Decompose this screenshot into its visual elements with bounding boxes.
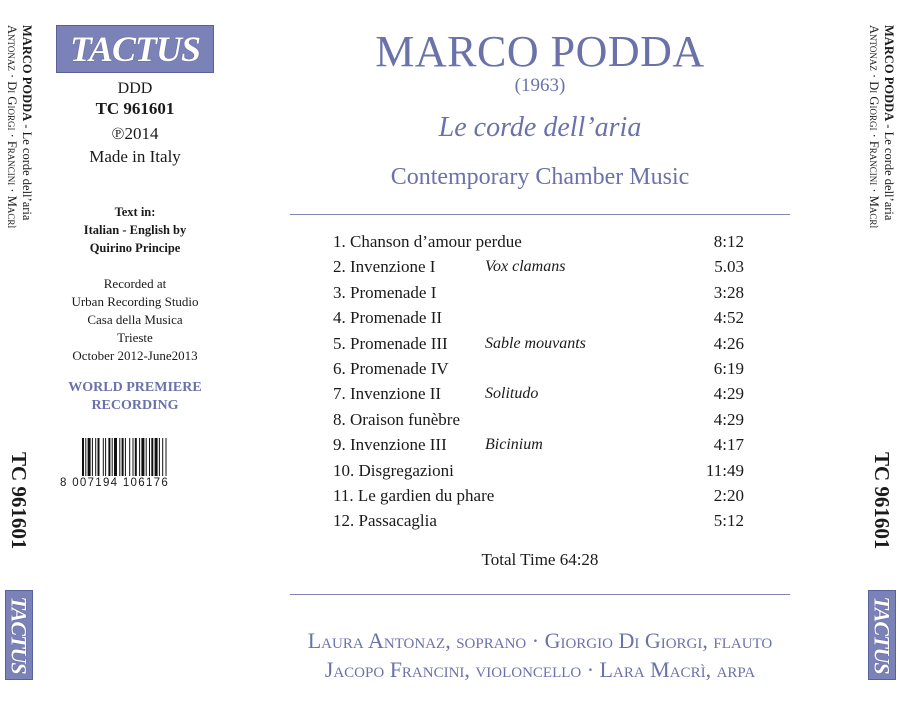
track-row [333,409,753,434]
text-in-info [40,203,230,257]
barcode-bar [125,438,126,476]
recording-line: Trieste [117,330,153,345]
track-duration: 8:12 [713,232,744,251]
phonogram-year: ℗2014 [111,124,159,143]
track-row [333,333,753,358]
barcode-bar [129,438,130,476]
barcode-bar [98,438,100,476]
barcode-number: 8 007194 106176 [60,477,170,489]
barcode-bar [141,438,144,476]
composer-years: (1963) [514,75,566,96]
performers-line-1: Laura Antonaz, soprano · Giorgio Di Giorgi, flauto [307,628,773,653]
track-row [333,256,753,281]
track-subtitle: Bicinium [485,436,543,454]
barcode-bar [103,438,104,476]
album-title: Le corde dell’aria [438,112,642,143]
track-duration: 11:49 [705,460,744,480]
composer-name: MARCO PODDA [375,27,705,76]
spine-composer: MARCO PODDA [20,25,34,122]
barcode-bar [114,438,117,476]
barcode-bar [119,438,120,476]
tactus-logo: TACTUS [56,25,214,73]
track-row [333,434,753,459]
barcode-bar [155,438,158,476]
divider [290,594,790,595]
left-spine-text [4,25,34,228]
track-duration: 5.03 [714,257,744,277]
spine-album: Le corde dell’aria [20,131,34,221]
track-duration: 5:12 [713,511,744,531]
recording-info [40,275,230,365]
track-row [333,510,753,535]
track-duration: 3:28 [713,282,744,302]
spine-album: Le corde dell’aria [882,131,896,221]
track-row [333,383,753,408]
spine-performers: Antonaz · Di Giorgi · Francini · Macrì [5,25,19,229]
track-row [333,282,753,307]
made-in: Made in Italy [89,147,181,166]
spine-separator: - [20,121,34,132]
track-duration: 4:29 [713,409,744,429]
ddd-label: DDD [117,80,153,97]
text-in-line: Text in: [114,205,156,219]
track-subtitle: Sable mouvants [485,334,586,352]
track-duration: 6:19 [713,358,744,378]
tactus-logo-spine: TACTUS [5,590,33,680]
barcode-bar [159,438,160,476]
track-title: 12. Passacaglia [333,511,437,531]
spine-composer: MARCO PODDA [882,25,896,122]
barcode-bar [151,438,153,476]
barcode-bar [95,438,96,476]
track-title: 3. Promenade I [333,282,437,302]
recording-line: Urban Recording Studio [71,294,199,309]
right-spine-text [866,25,896,228]
spine-separator: - [882,121,896,132]
track-row [333,231,753,256]
track-row [333,460,753,485]
barcode-bar [112,438,113,476]
barcode-bar [92,438,93,476]
spine-catalog-number: TC 961601 [870,452,894,550]
track-title: 11. Le gardien du phare [333,485,495,505]
track-duration: 4:52 [713,308,744,328]
tactus-logo-spine: TACTUS [868,590,896,680]
barcode-bar [133,438,134,476]
barcode-bar [135,438,137,476]
barcode-bar [166,438,167,476]
world-premiere-label: WORLD PREMIERE RECORDING [68,380,202,413]
spine-performers: Antonaz · Di Giorgi · Francini · Macrì [867,25,881,229]
album-subtitle: Contemporary Chamber Music [390,164,690,190]
performers-line-2: Jacopo Francini, violoncello · Lara Macrì, arpa [324,657,756,682]
track-duration: 4:29 [713,384,744,404]
barcode-bar [146,438,147,476]
track-title: 4. Promenade II [333,308,443,328]
barcode-bar [162,438,163,476]
barcode-bar [88,438,91,476]
track-row [333,485,753,510]
barcode-bar [149,438,150,476]
track-title: 1. Chanson d’amour perdue [333,232,522,251]
track-title: 7. Invenzione II [333,384,442,404]
track-title: 9. Invenzione III [333,435,447,455]
barcode-bar [105,438,106,476]
track-list [333,231,753,536]
barcode-bar [85,438,86,476]
barcode-bar [82,438,84,476]
track-duration: 4:26 [713,333,744,353]
barcode-bar [108,438,110,476]
catalog-number: TC 961601 [95,99,175,118]
barcode-bar [122,438,124,476]
track-title: 2. Invenzione I [333,257,436,277]
text-in-line: Quirino Principe [89,241,181,255]
track-duration: 4:17 [713,435,744,455]
track-row [333,307,753,332]
recording-line: Recorded at [103,276,167,291]
spine-catalog-number: TC 961601 [7,452,31,550]
track-subtitle: Vox clamans [485,258,566,276]
track-subtitle: Solitudo [485,385,539,403]
total-time: Total Time 64:28 [481,550,599,569]
recording-line: October 2012-June2013 [72,348,198,363]
track-title: 10. Disgregazioni [333,460,454,480]
track-title: 6. Promenade IV [333,358,449,378]
recording-line: Casa della Musica [87,312,183,327]
text-in-line: Italian - English by [83,223,187,237]
divider [290,214,790,215]
barcode [82,438,200,476]
track-duration: 2:20 [713,485,744,505]
barcode-bar [139,438,140,476]
track-title: 5. Promenade III [333,333,448,353]
track-row [333,358,753,383]
track-title: 8. Oraison funèbre [333,409,460,429]
